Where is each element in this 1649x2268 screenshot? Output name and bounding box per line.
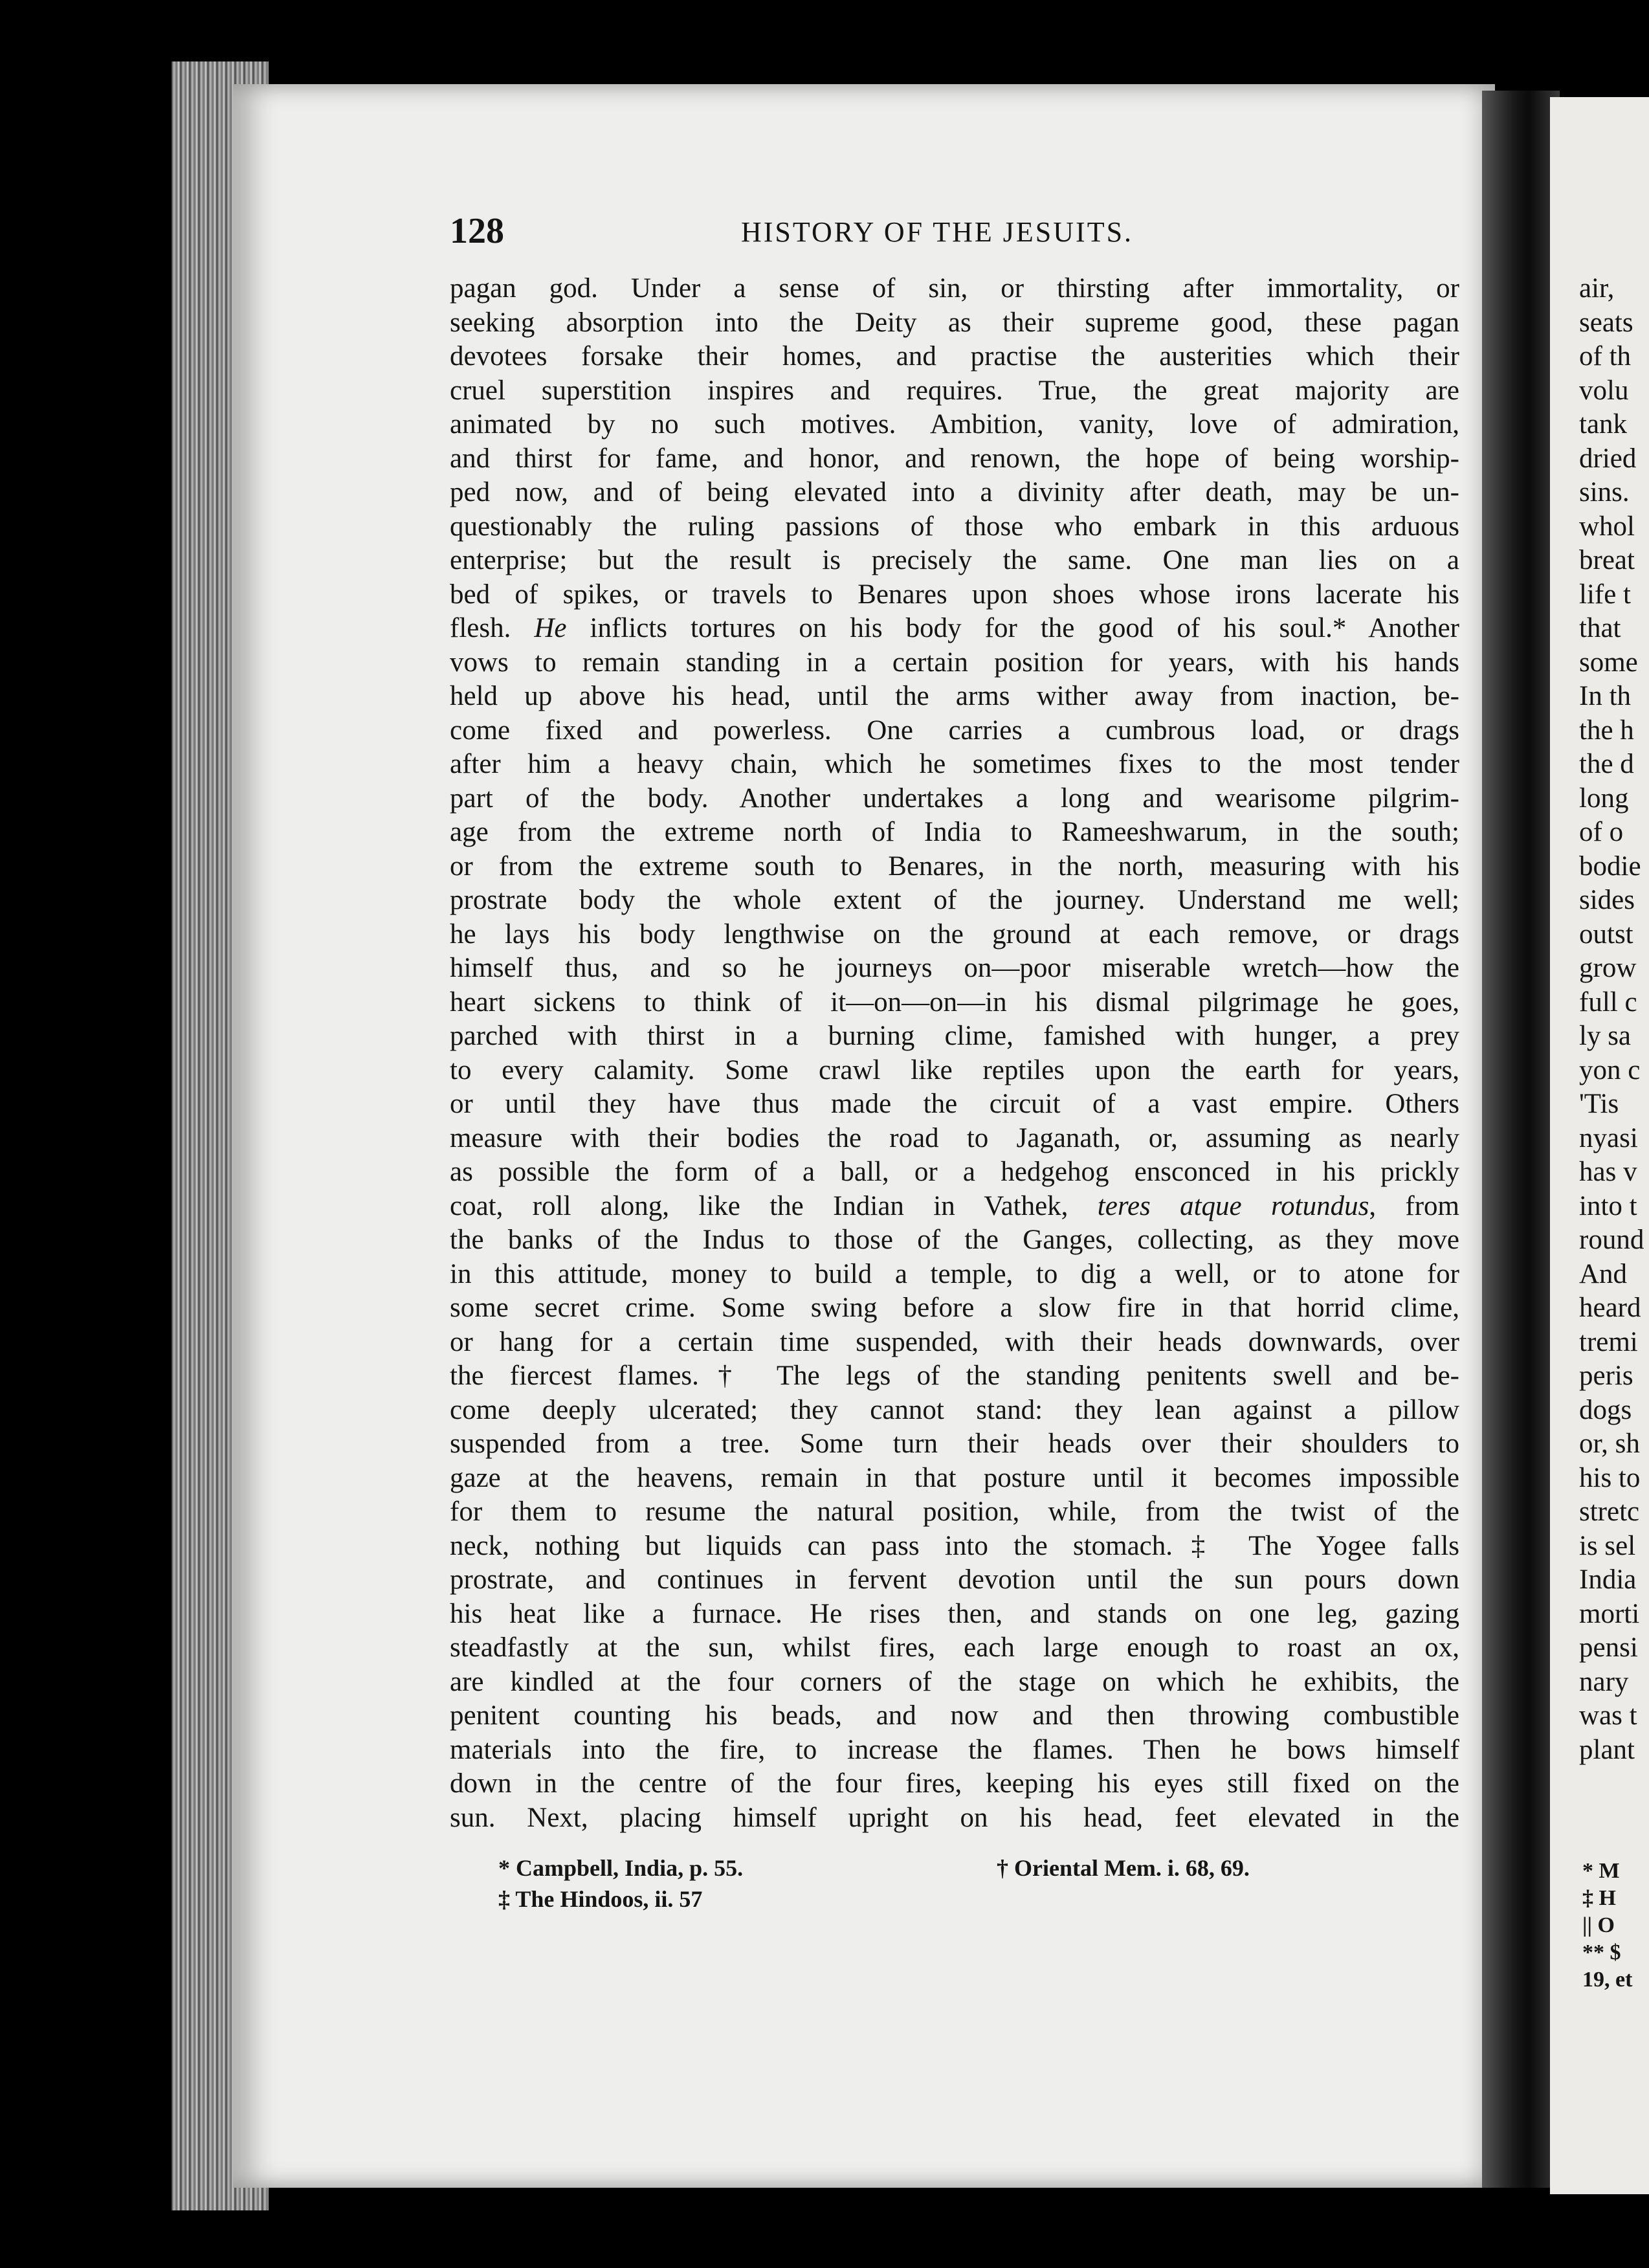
next-page-line: into t xyxy=(1579,1190,1637,1221)
next-page-line: round xyxy=(1579,1225,1644,1255)
text-line: prostrate body the whole extent of the journey. Understand me well; xyxy=(450,885,1459,915)
next-page-line: dried xyxy=(1579,443,1637,474)
footnote-oriental-mem: † Oriental Mem. i. 68, 69. xyxy=(997,1855,1250,1881)
text-line: come fixed and powerless. One carries a cumbrous load, or drags xyxy=(450,715,1459,746)
text-line: animated by no such motives. Ambition, vanity, love of admiration, xyxy=(450,409,1459,439)
next-page-line: grow xyxy=(1579,953,1637,983)
next-page-line: heard xyxy=(1579,1293,1641,1323)
text-line: devotees forsake their homes, and practise the austerities which their xyxy=(450,341,1459,372)
footnote-campbell: * Campbell, India, p. 55. xyxy=(498,1855,744,1881)
text-line: penitent counting his beads, and now and then throwing combustible xyxy=(450,1700,1459,1731)
book-gutter xyxy=(1482,91,1560,2188)
next-page-line: of th xyxy=(1579,341,1632,372)
footnote-hindoos: ‡ The Hindoos, ii. 57 xyxy=(498,1886,703,1912)
next-page-line: nary xyxy=(1579,1666,1629,1697)
text-line: to every calamity. Some crawl like reptiles upon the earth for years, xyxy=(450,1054,1459,1085)
next-page-line: volu xyxy=(1579,375,1629,406)
text-line: steadfastly at the sun, whilst fires, each large enough to roast an ox, xyxy=(450,1632,1459,1663)
text-line: bed of spikes, or travels to Benares upon shoes whose irons lacerate his xyxy=(450,579,1459,610)
text-line: vows to remain standing in a certain position for years, with his hands xyxy=(450,647,1459,678)
running-head: HISTORY OF THE JESUITS. xyxy=(741,216,1134,248)
next-page-line: life t xyxy=(1579,579,1631,610)
text-line: or from the extreme south to Benares, in the north, measuring with his xyxy=(450,850,1459,882)
next-page-line: full c xyxy=(1579,986,1637,1017)
text-line: parched with thirst in a burning clime, famished with hunger, a prey xyxy=(450,1021,1459,1051)
next-page-line: the d xyxy=(1579,749,1634,779)
page-number: 128 xyxy=(450,211,504,251)
next-page-line: the h xyxy=(1579,715,1634,746)
text-line: the fiercest flames.† The legs of the standing penitents swell and be- xyxy=(450,1361,1459,1391)
text-line: or hang for a certain time suspended, with their heads downwards, over xyxy=(450,1326,1459,1357)
text-line: cruel superstition inspires and requires. True, the great majority are xyxy=(450,375,1459,406)
text-line: gaze at the heavens, remain in that posture until it becomes impossible xyxy=(450,1462,1459,1493)
next-page-line: India xyxy=(1579,1564,1637,1595)
text-line: after him a heavy chain, which he sometimes fixes to the most tender xyxy=(450,749,1459,779)
text-line: materials into the fire, to increase the flames. Then he bows himself xyxy=(450,1734,1459,1765)
next-page-line: outst xyxy=(1579,918,1633,950)
next-page-text xyxy=(1579,272,1649,1767)
text-line: part of the body. Another undertakes a long and wearisome pilgrim- xyxy=(450,783,1459,814)
text-line: ped now, and of being elevated into a divinity after death, may be un- xyxy=(450,477,1459,507)
next-page-line: pensi xyxy=(1579,1632,1638,1663)
next-page-line: nyasi xyxy=(1579,1122,1638,1153)
next-page-line: his to xyxy=(1579,1462,1641,1493)
text-line: coat, roll along, like the Indian in Vathek, teres atque rotundus, from xyxy=(450,1190,1459,1221)
text-line: sun. Next, placing himself upright on his head, feet elevated in the xyxy=(450,1802,1459,1833)
next-page-line: seats xyxy=(1579,307,1633,338)
text-line: pagan god. Under a sense of sin, or thirsting after immortality, or xyxy=(450,273,1459,304)
text-line: prostrate, and continues in fervent devotion until the sun pours down xyxy=(450,1564,1459,1595)
next-page-line: of o xyxy=(1579,817,1624,847)
next-page-line: morti xyxy=(1579,1598,1640,1629)
next-page-footnote: ‡ H xyxy=(1582,1886,1616,1910)
next-page-line: long xyxy=(1579,783,1629,814)
next-page-line: was t xyxy=(1579,1700,1637,1731)
next-page-line: yon c xyxy=(1579,1054,1641,1085)
next-page-line: tremi xyxy=(1579,1326,1638,1357)
text-line: and thirst for fame, and honor, and renown, the hope of being worship- xyxy=(450,443,1459,474)
text-line: the banks of the Indus to those of the Ganges, collecting, as they move xyxy=(450,1225,1459,1255)
next-page-line: breat xyxy=(1579,545,1635,575)
next-page-line: has v xyxy=(1579,1157,1637,1187)
next-page-footnote: || O xyxy=(1582,1913,1615,1937)
text-line: come deeply ulcerated; they cannot stand: they lean against a pillow xyxy=(450,1394,1459,1425)
text-line: for them to resume the natural position, while, from the twist of the xyxy=(450,1496,1459,1527)
next-page-line: stretc xyxy=(1579,1496,1640,1527)
next-page-footnote: ** $ xyxy=(1582,1940,1621,1964)
page-header xyxy=(450,210,1459,256)
next-page-line: In th xyxy=(1579,681,1632,711)
text-line: measure with their bodies the road to Jaganath, or, assuming as nearly xyxy=(450,1122,1459,1153)
text-line: questionably the ruling passions of those who embark in this arduous xyxy=(450,511,1459,542)
next-page-line: dogs xyxy=(1579,1394,1632,1425)
next-page-footnotes xyxy=(1582,1858,1649,1994)
next-page-line: peris xyxy=(1579,1361,1633,1391)
next-page-line: whol xyxy=(1579,511,1635,542)
text-line: down in the centre of the four fires, keeping his eyes still fixed on the xyxy=(450,1768,1459,1799)
text-line: age from the extreme north of India to Rameeshwarum, in the south; xyxy=(450,817,1459,847)
next-page-line: is sel xyxy=(1579,1530,1636,1561)
next-page-line: And xyxy=(1579,1258,1628,1289)
next-page-footnote: 19, et xyxy=(1582,1968,1633,1992)
text-line: some secret crime. Some swing before a slow fire in that horrid clime, xyxy=(450,1293,1459,1323)
text-line: himself thus, and so he journeys on—poor miserable wretch—how the xyxy=(450,953,1459,983)
next-page-line: 'Tis xyxy=(1579,1089,1619,1119)
text-line: flesh. He inflicts tortures on his body for the good of his soul.* Another xyxy=(450,613,1459,643)
text-line: are kindled at the four corners of the stage on which he exhibits, the xyxy=(450,1666,1459,1697)
text-line: or until they have thus made the circuit of a vast empire. Others xyxy=(450,1089,1459,1119)
next-page-line: that xyxy=(1579,613,1621,643)
next-page-line: bodie xyxy=(1579,850,1641,882)
next-page-line: air, xyxy=(1579,273,1615,304)
text-line: in this attitude, money to build a temple, to dig a well, or to atone for xyxy=(450,1258,1459,1289)
next-page-footnote: * M xyxy=(1582,1859,1620,1883)
next-page-line: sins. xyxy=(1579,477,1630,507)
text-line: his heat like a furnace. He rises then, and stands on one leg, gazing xyxy=(450,1598,1459,1629)
text-line: neck, nothing but liquids can pass into the stomach.‡ The Yogee falls xyxy=(450,1530,1459,1561)
text-line: he lays his body lengthwise on the ground at each remove, or drags xyxy=(450,918,1459,950)
text-line: heart sickens to think of it—on—on—in his dismal pilgrimage he goes, xyxy=(450,986,1459,1017)
next-page-line: plant xyxy=(1579,1734,1635,1765)
text-line: as possible the form of a ball, or a hedgehog ensconced in his prickly xyxy=(450,1157,1459,1187)
text-line: held up above his head, until the arms wither away from inaction, be- xyxy=(450,681,1459,711)
text-line: seeking absorption into the Deity as their supreme good, these pagan xyxy=(450,307,1459,338)
text-line: suspended from a tree. Some turn their heads over their shoulders to xyxy=(450,1429,1459,1459)
next-page-line: tank xyxy=(1579,409,1628,439)
text-line: enterprise; but the result is precisely the same. One man lies on a xyxy=(450,545,1459,575)
next-page-line: or, sh xyxy=(1579,1429,1640,1459)
next-page-line: some xyxy=(1579,647,1638,678)
body-text xyxy=(450,272,1459,1835)
next-page-line: ly sa xyxy=(1579,1021,1632,1051)
next-page-line: sides xyxy=(1579,885,1635,915)
